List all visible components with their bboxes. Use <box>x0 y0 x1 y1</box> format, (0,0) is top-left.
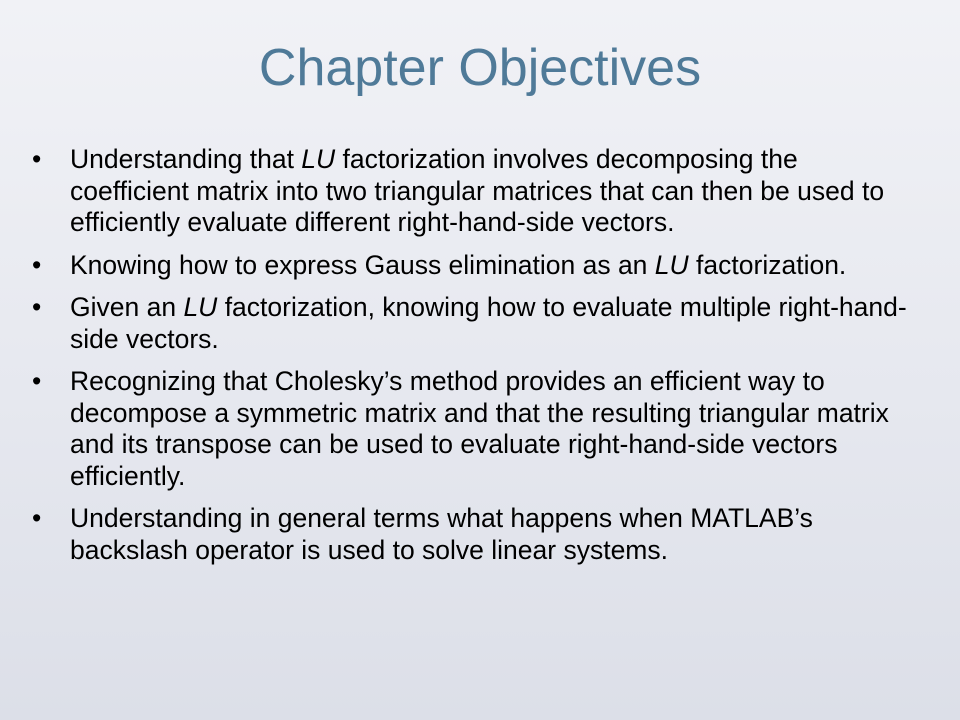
objective-text-2 <box>70 250 846 280</box>
italic-text-run: LU <box>654 249 689 280</box>
objective-item-5 <box>32 503 912 566</box>
objective-item-1 <box>32 144 912 239</box>
objective-text-5 <box>70 503 813 565</box>
objective-text-4 <box>70 366 889 491</box>
text-run: Given an <box>70 292 184 322</box>
text-run: Recognizing that Cholesky’s method provides an efficient way to decompose a symmetric matrix and that the resulting triangular matrix and its transpose can be used to evaluate right-hand-side vectors efficiently. <box>70 366 889 491</box>
bullet-icon: • <box>32 366 42 396</box>
slide-title: Chapter Objectives <box>258 39 702 97</box>
bullet-icon: • <box>32 249 42 280</box>
bullet-icon: • <box>32 144 42 174</box>
bullet-icon: • <box>32 292 42 322</box>
objectives-list <box>32 144 912 577</box>
text-run: factorization. <box>688 249 847 280</box>
text-run: factorization involves decomposing the coefficient matrix into two triangular matrices that can then be used to efficiently evaluate different right-hand-side vectors. <box>70 144 885 237</box>
objective-text-3 <box>70 292 907 354</box>
italic-text-run: LU <box>183 292 218 322</box>
italic-text-run: LU <box>301 144 336 174</box>
text-run: Understanding in general terms what happens when MATLAB’s backslash operator is used to solve linear systems. <box>70 503 813 565</box>
text-run: Knowing how to express Gauss elimination as an <box>70 249 655 280</box>
bullet-icon: • <box>32 503 42 533</box>
objective-item-2 <box>32 250 912 282</box>
text-run: factorization, knowing how to evaluate multiple right-hand-side vectors. <box>70 292 907 354</box>
text-run: Understanding that <box>70 144 302 174</box>
objective-text-1 <box>70 144 884 237</box>
objective-item-4 <box>32 366 912 492</box>
objective-item-3 <box>32 292 912 355</box>
